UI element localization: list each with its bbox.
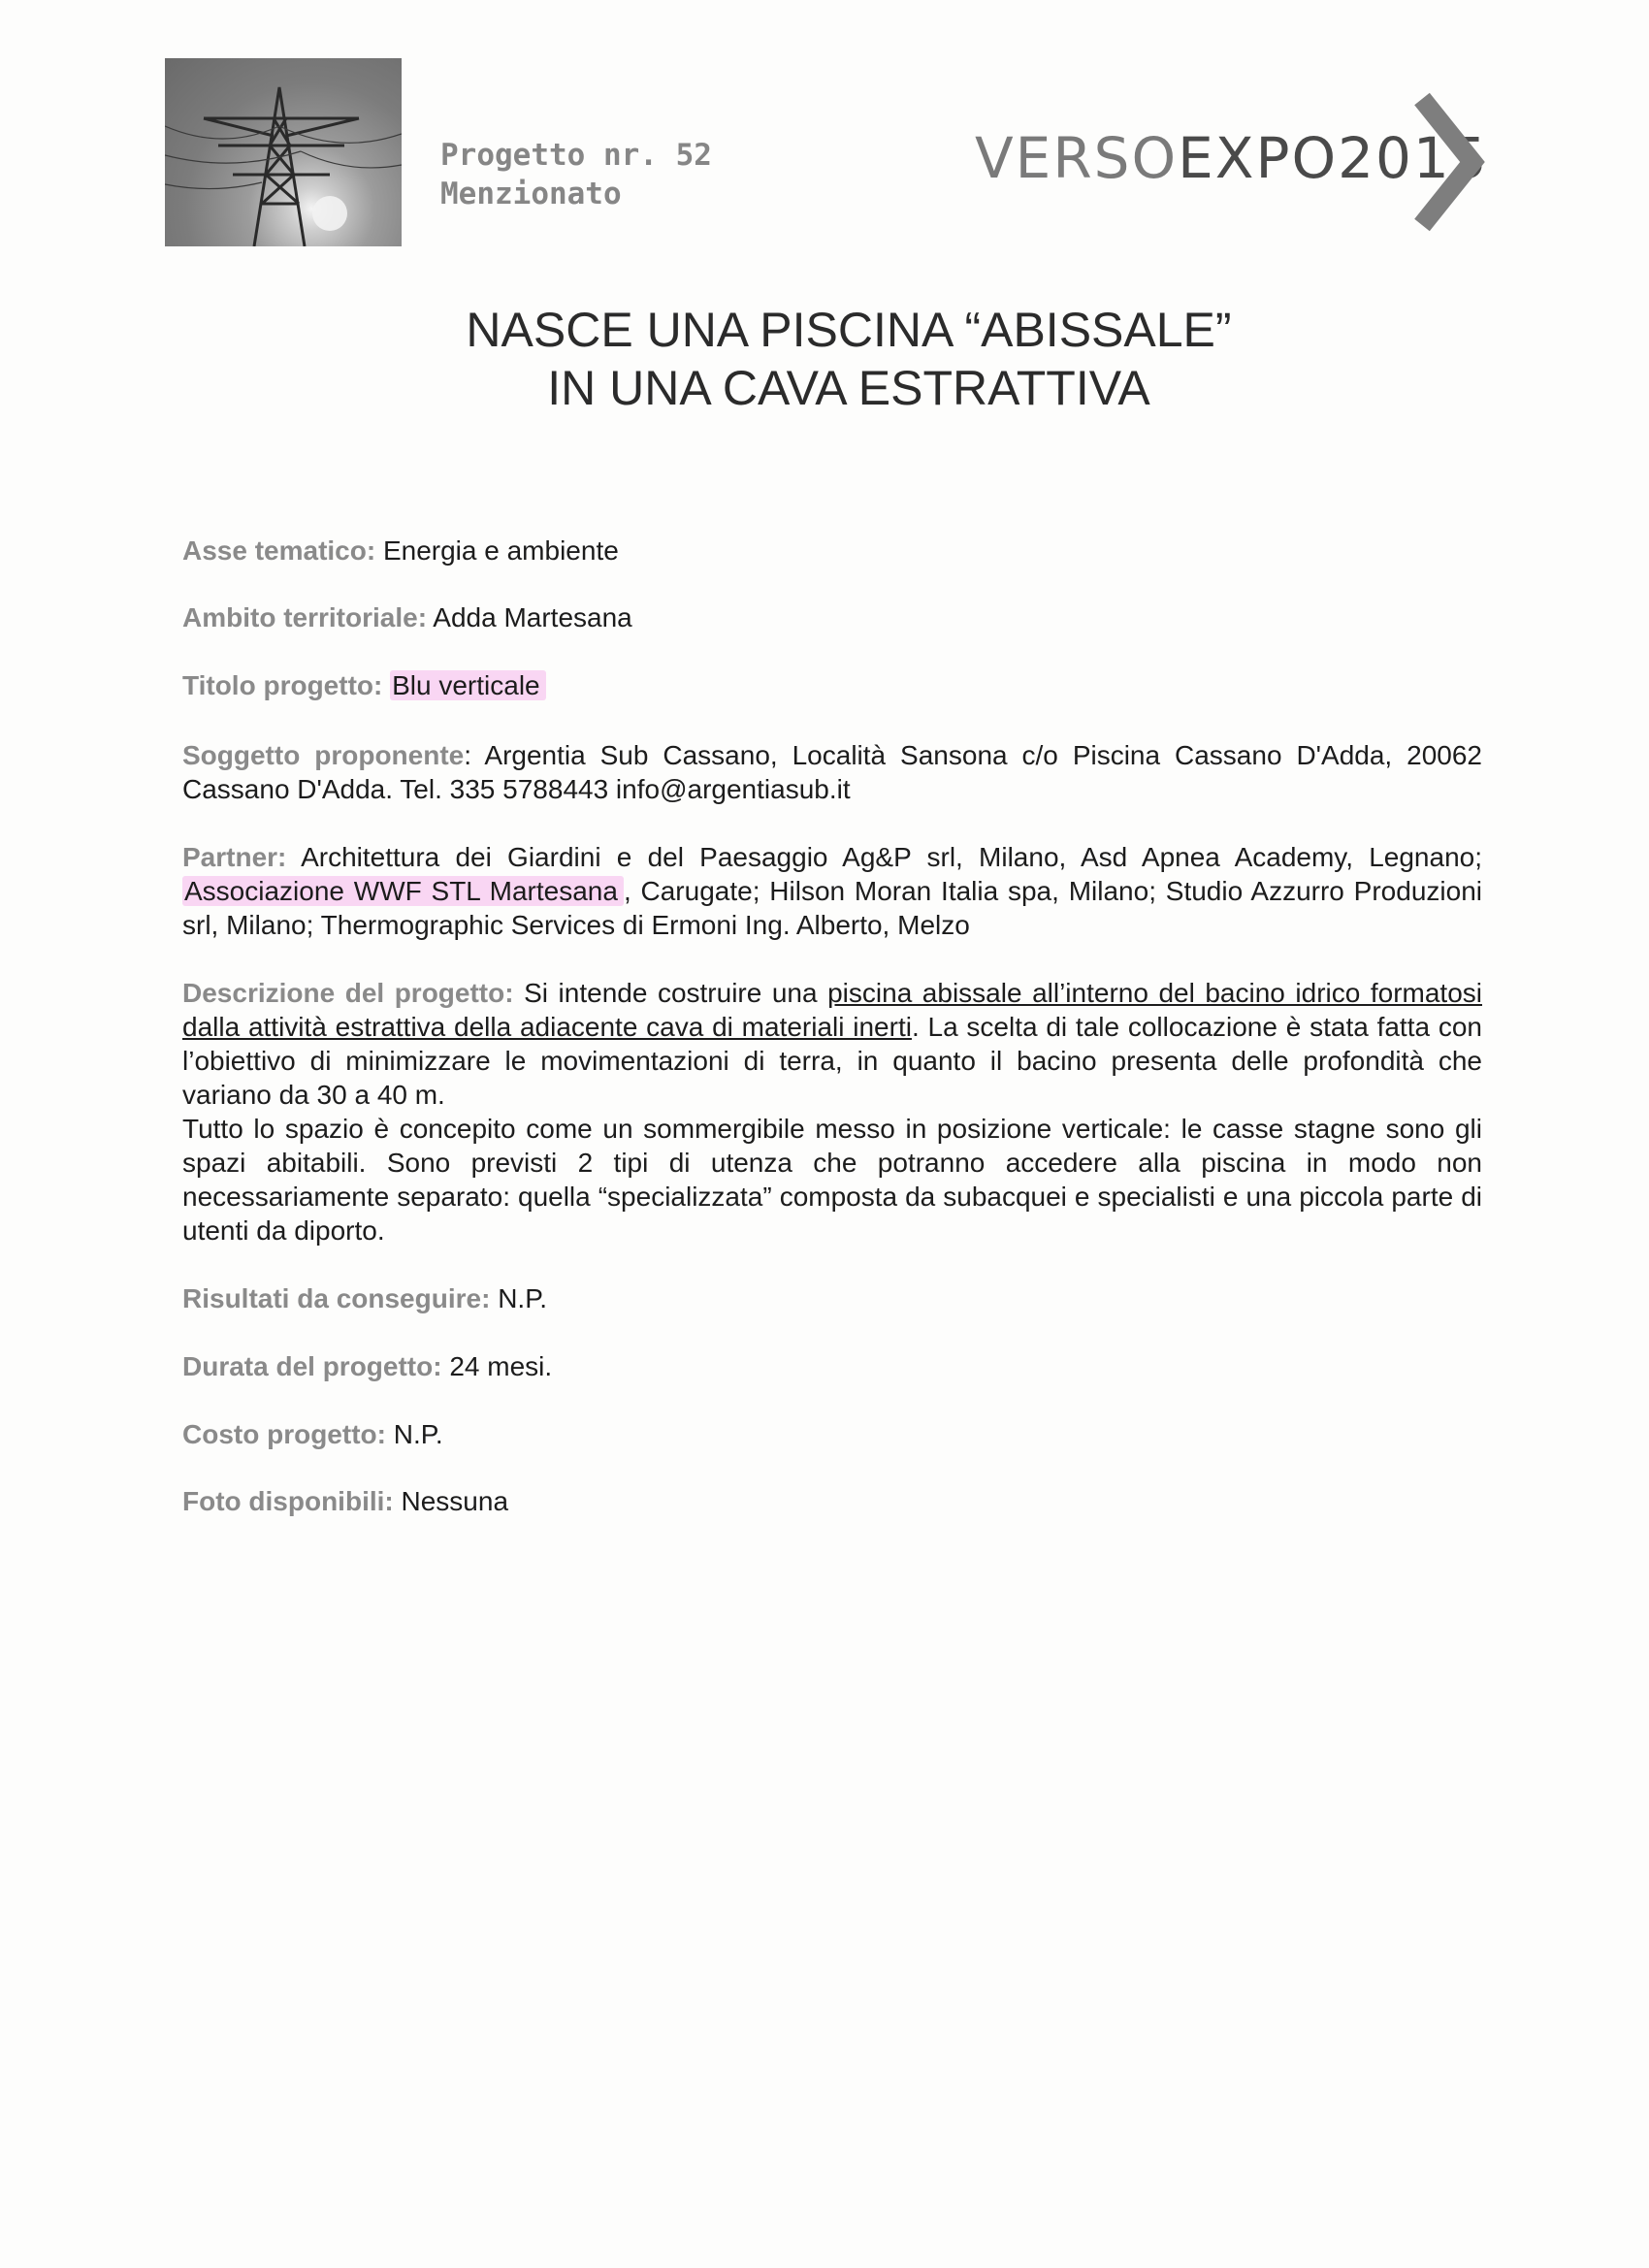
highlighted-value: Blu verticale: [390, 670, 546, 700]
field-foto: [182, 1484, 1482, 1518]
project-meta: [440, 136, 712, 213]
field-label: Foto disponibili:: [182, 1486, 394, 1516]
field-soggetto-proponente: [182, 738, 1482, 806]
description-underlined: piscina abissale all’interno del bacino idrico formatosi dalla attività estrattiva della adiacente cava di materiali inerti: [182, 978, 1483, 1042]
highlighted-partner: Associazione WWF STL Martesana: [182, 876, 624, 906]
field-value-before: Architettura dei Giardini e del Paesaggio Ag&P srl, Milano, Asd Apnea Academy, Legnano;: [301, 842, 1482, 872]
field-descrizione: [182, 976, 1482, 1247]
title-line-1: NASCE UNA PISCINA “ABISSALE”: [466, 303, 1232, 357]
field-durata: [182, 1349, 1482, 1383]
title-line-2: IN UNA CAVA ESTRATTIVA: [547, 361, 1150, 415]
chevron-right-icon: [1408, 89, 1486, 235]
field-costo: [182, 1417, 1482, 1451]
field-value: N.P.: [498, 1283, 548, 1313]
field-titolo-progetto: [182, 668, 1482, 702]
field-value: : Argentia Sub Cassano, Località Sansona c/o Piscina Cassano D'Adda, 20062 Cassano D'Adda. Tel. 335 5788443 info@argentiasub.it: [182, 740, 1482, 804]
field-label: Descrizione del progetto:: [182, 978, 514, 1008]
field-label: Ambito territoriale:: [182, 602, 428, 632]
field-label: Risultati da conseguire:: [182, 1283, 491, 1313]
field-label: Partner:: [182, 842, 287, 872]
field-ambito-territoriale: [182, 600, 1482, 634]
field-label: Durata del progetto:: [182, 1351, 442, 1381]
field-value: Energia e ambiente: [382, 535, 619, 566]
logo-main: EXPO2015: [1178, 125, 1489, 191]
field-label: Soggetto proponente: [182, 740, 465, 770]
description-rest: . La scelta di tale collocazione è stata fatta con l’obiettivo di minimizzare le movimentazioni di terra, in quanto il bacino presenta delle profondità che variano da 30 a 40 m.: [182, 1012, 1482, 1110]
field-partner: [182, 840, 1482, 942]
project-number: Progetto nr. 52: [440, 138, 712, 173]
field-label: Titolo progetto:: [182, 670, 383, 700]
logo-prefix: VERSO: [975, 125, 1179, 191]
description-intro: Si intende costruire una: [524, 978, 818, 1008]
power-pylon-photo: [165, 58, 402, 246]
field-label: Costo progetto:: [182, 1419, 386, 1449]
description-paragraph-2: Tutto lo spazio è concepito come un sommergibile messo in posizione verticale: le casse stagne sono gli spazi abitabili. Sono previsti 2 tipi di utenza che potranno accedere alla piscina in modo non necessariamente separato: quella “specializzata” composta da subacquei e specialisti e una piccola parte di utenti da diporto.: [182, 1114, 1482, 1246]
field-value: 24 mesi.: [449, 1351, 553, 1381]
field-value: N.P.: [393, 1419, 443, 1449]
document-title: [242, 301, 1455, 417]
field-asse-tematico: [182, 534, 1482, 567]
field-label: Asse tematico:: [182, 535, 376, 566]
field-value: Adda Martesana: [433, 602, 632, 632]
field-value-after: , Carugate; Hilson Moran Italia spa, Milano; Studio Azzurro Produzioni srl, Milano; Thermographic Services di Ermoni Ing. Alberto, Melzo: [182, 876, 1482, 940]
field-value: Nessuna: [401, 1486, 509, 1516]
field-risultati: [182, 1281, 1482, 1315]
project-status: Menzionato: [440, 177, 622, 211]
